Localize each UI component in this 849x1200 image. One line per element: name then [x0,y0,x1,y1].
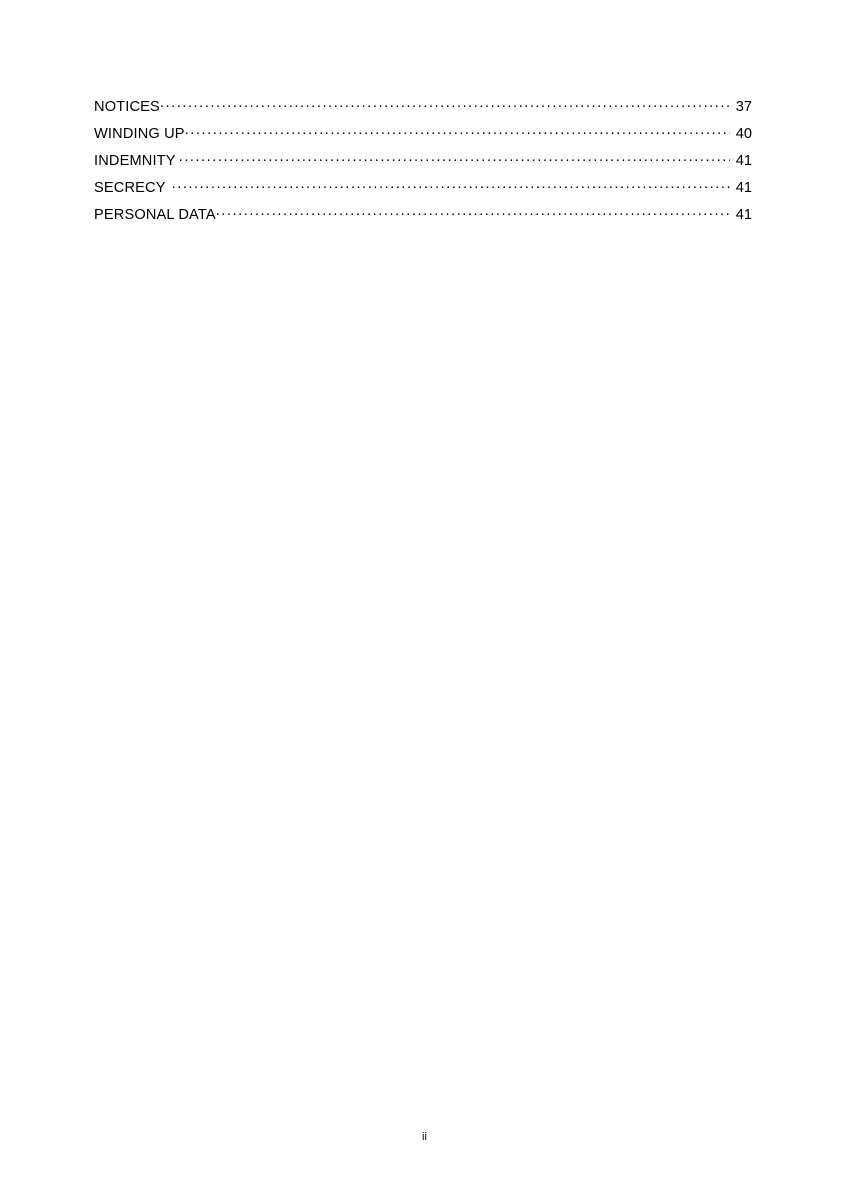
toc-leader-dots [172,177,730,192]
list-item[interactable] [94,96,752,123]
toc-leader-dots [179,150,730,165]
toc-entry-page-number: 41 [735,179,752,196]
page-folio: ii [422,1131,427,1143]
toc-entry-page-number: 41 [735,152,752,169]
toc-leader-dots [216,204,730,219]
toc-entry-page-number: 40 [735,125,752,142]
toc-entry-page-number: 37 [735,98,752,115]
toc-entry-title: NOTICES [94,98,160,115]
toc-entry-title: WINDING UP [94,125,185,142]
list-item[interactable] [94,150,752,177]
table-of-contents [94,96,752,231]
list-item[interactable] [94,123,752,150]
toc-entry-title: SECRECY [94,179,166,196]
toc-leader-dots [185,123,730,138]
toc-entry-title: INDEMNITY [94,152,176,169]
toc-leader-dots [160,96,730,111]
toc-entry-title: PERSONAL DATA [94,206,216,223]
list-item[interactable] [94,204,752,231]
list-item[interactable] [94,177,752,204]
toc-entry-page-number: 41 [735,206,752,223]
